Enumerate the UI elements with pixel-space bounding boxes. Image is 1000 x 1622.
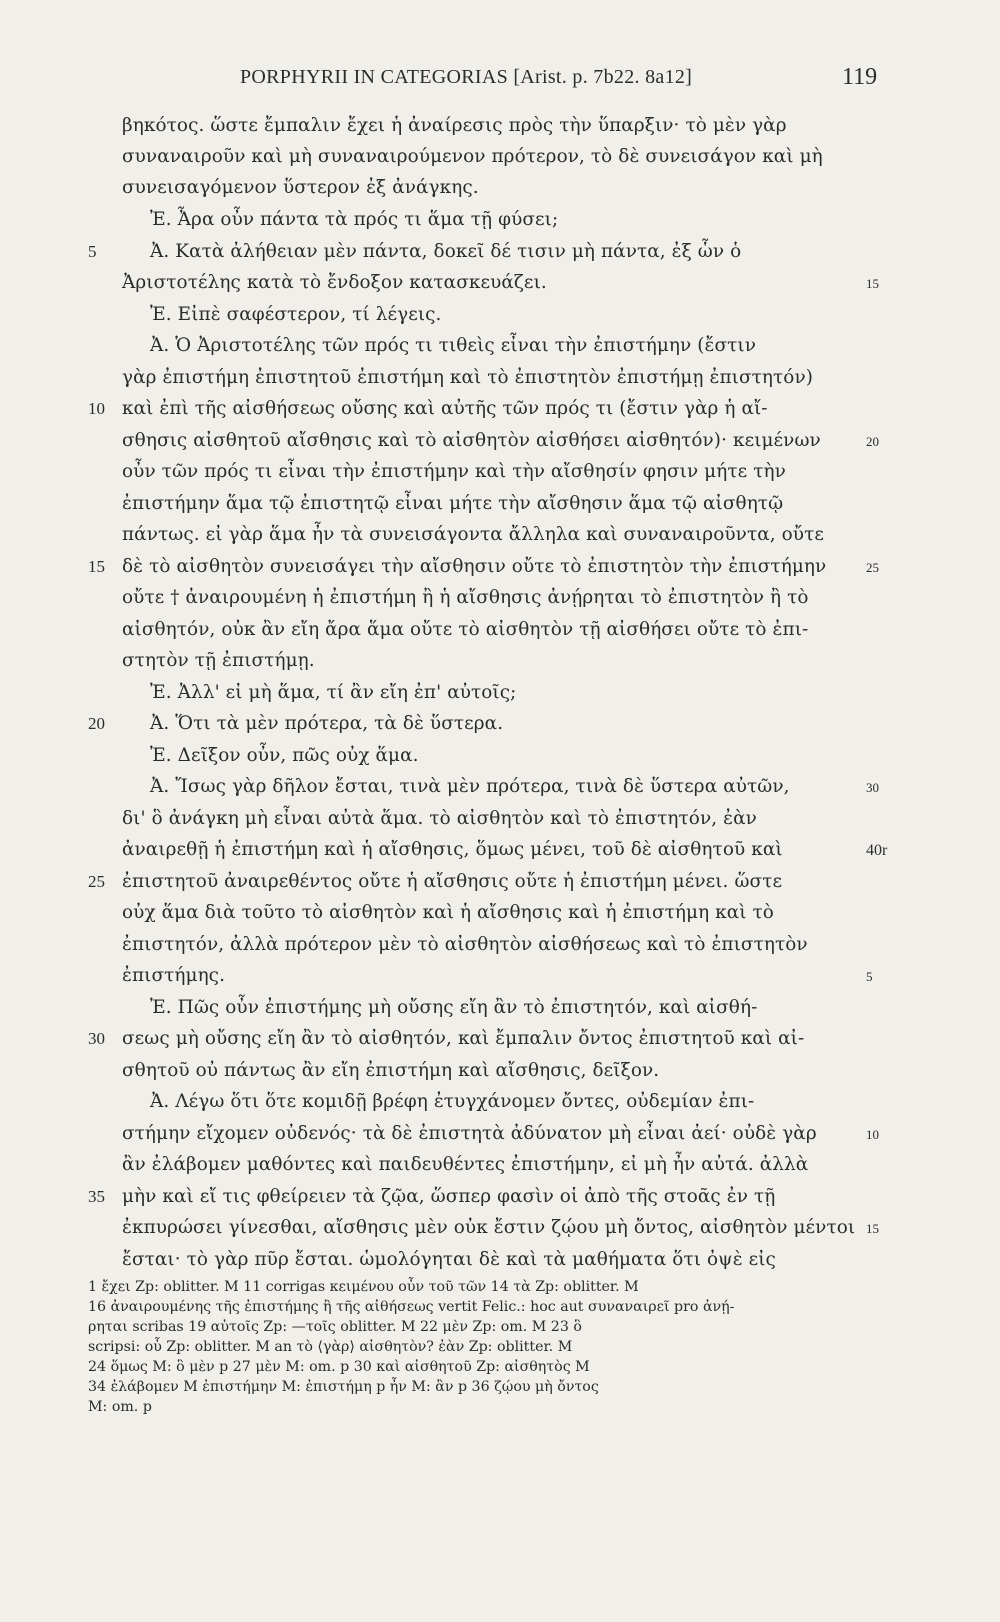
line-number: 5	[88, 242, 97, 261]
text-line: ἐπιστητοῦ ἀναιρεθέντος οὔτε ἡ αἴσθησις οὔτε ἡ ἐπιστήμη μένει. ὥστε	[122, 871, 783, 892]
text-line: οὐχ ἅμα διὰ τοῦτο τὸ αἰσθητὸν καὶ ἡ αἴσθησις καὶ ἡ ἐπιστήμη καὶ τὸ	[122, 902, 774, 923]
running-title: PORPHYRII IN CATEGORIAS [Arist. p. 7b22. 8a12]	[240, 66, 693, 88]
margin-reference: 40r	[866, 842, 888, 859]
text-line: Ἀ. Κατὰ ἀλήθειαν μὲν πάντα, δοκεῖ δέ τισιν μὴ πάντα, ἐξ ὧν ὁ	[150, 241, 742, 262]
running-head	[0, 66, 1000, 96]
margin-reference: 10	[866, 1127, 879, 1142]
text-line: ἔσται· τὸ γὰρ πῦρ ἔσται. ὡμολόγηται δὲ καὶ τὰ μαθήματα ὅτι ὀψὲ εἰς	[122, 1249, 776, 1270]
text-line: Ἐ. Ἀλλ' εἰ μὴ ἅμα, τί ἂν εἴη ἐπ' αὐτοῖς;	[150, 682, 517, 703]
text-line: Ἀ. Ὁ Ἀριστοτέλης τῶν πρός τι τιθεὶς εἶναι τὴν ἐπιστήμην (ἔστιν	[150, 335, 757, 356]
text-line: Ἀ. Ὅτι τὰ μὲν πρότερα, τὰ δὲ ὕστερα.	[150, 713, 504, 734]
margin-reference: 15	[866, 1221, 879, 1236]
text-line: οὖν τῶν πρός τι εἶναι τὴν ἐπιστήμην καὶ τὴν αἴσθησίν φησιν μήτε τὴν	[122, 461, 786, 482]
footnote-line: M: om. p	[88, 1399, 152, 1415]
footnote-line: 34 ἐλάβομεν M ἐπιστήμην M: ἐπιστήμη p ἦν M: ἂν p 36 ζῴου μὴ ὄντος	[88, 1379, 599, 1395]
line-number: 35	[88, 1187, 105, 1206]
footnote-line: 1 ἔχει Zp: oblitter. M 11 corrigas κειμένου οὖν τοῦ τῶν 14 τὰ Zp: oblitter. M	[88, 1279, 639, 1295]
text-line: σθητοῦ οὐ πάντως ἂν εἴη ἐπιστήμη καὶ αἴσθησις, δεῖξον.	[122, 1060, 660, 1081]
text-line: Ἀ. Ἴσως γὰρ δῆλον ἔσται, τινὰ μὲν πρότερα, τινὰ δὲ ὕστερα αὐτῶν,	[150, 776, 790, 797]
line-number: 10	[88, 399, 105, 418]
text-line: οὔτε † ἀναιρουμένη ἡ ἐπιστήμη ἢ ἡ αἴσθησις ἀνῄρηται τὸ ἐπιστητὸν ἢ τὸ	[122, 587, 809, 608]
text-line: ἀναιρεθῇ ἡ ἐπιστήμη καὶ ἡ αἴσθησις, ὅμως μένει, τοῦ δὲ αἰσθητοῦ καὶ	[122, 839, 783, 860]
text-line: γὰρ ἐπιστήμη ἐπιστητοῦ ἐπιστήμη καὶ τὸ ἐπιστητὸν ἐπιστήμῃ ἐπιστητόν)	[122, 367, 813, 388]
text-line: αἰσθητόν, οὐκ ἂν εἴη ἄρα ἅμα οὔτε τὸ αἰσθητὸν τῇ αἰσθήσει οὔτε τὸ ἐπι-	[122, 619, 809, 640]
text-line: συναναιροῦν καὶ μὴ συναναιρούμενον πρότερον, τὸ δὲ συνεισάγον καὶ μὴ	[122, 146, 823, 167]
margin-reference: 15	[866, 276, 879, 291]
text-line: σθησις αἰσθητοῦ αἴσθησις καὶ τὸ αἰσθητὸν αἰσθήσει αἰσθητόν)· κειμένων	[122, 430, 821, 451]
text-line: σεως μὴ οὔσης εἴη ἂν τὸ αἰσθητόν, καὶ ἔμπαλιν ὄντος ἐπιστητοῦ καὶ αἰ-	[122, 1028, 805, 1049]
text-line: δι' ὃ ἀνάγκη μὴ εἶναι αὐτὰ ἅμα. τὸ αἰσθητὸν καὶ τὸ ἐπιστητόν, ἐὰν	[122, 808, 757, 829]
text-line: συνεισαγόμενον ὕστερον ἐξ ἀνάγκης.	[122, 177, 479, 198]
margin-reference: 5	[866, 969, 873, 984]
text-line: ἐπιστήμην ἅμα τῷ ἐπιστητῷ εἶναι μήτε τὴν αἴσθησιν ἅμα τῷ αἰσθητῷ	[122, 493, 784, 514]
text-line: ἐκπυρώσει γίνεσθαι, αἴσθησις μὲν οὐκ ἔστιν ζῴου μὴ ὄντος, αἰσθητὸν μέντοι	[122, 1217, 856, 1238]
text-line: δὲ τὸ αἰσθητὸν συνεισάγει τὴν αἴσθησιν οὔτε τὸ ἐπιστητὸν τὴν ἐπιστήμην	[122, 556, 827, 577]
line-number: 15	[88, 557, 105, 576]
line-number: 25	[88, 872, 105, 891]
text-line: Ἐ. Εἰπὲ σαφέστερον, τί λέγεις.	[150, 304, 442, 325]
footnote-line: 24 ὅμως M: ὃ μὲν p 27 μὲν M: om. p 30 καὶ αἰσθητοῦ Zp: αἰσθητὸς M	[88, 1359, 590, 1375]
text-line: Ἐ. Δεῖξον οὖν, πῶς οὐχ ἅμα.	[150, 745, 419, 766]
margin-reference: 25	[866, 560, 879, 575]
text-line: μὴν καὶ εἴ τις φθείρειεν τὰ ζῷα, ὥσπερ φασὶν οἱ ἀπὸ τῆς στοᾶς ἐν τῇ	[122, 1186, 776, 1207]
text-line: πάντως. εἰ γὰρ ἅμα ἦν τὰ συνεισάγοντα ἄλληλα καὶ συναναιροῦντα, οὔτε	[122, 524, 824, 545]
text-line: ἐπιστήμης.	[122, 965, 226, 986]
margin-reference: 30	[866, 780, 879, 795]
footnote-line: scripsi: οὗ Zp: oblitter. M an τὸ ⟨γὰρ⟩ αἰσθητὸν? ἐὰν Zp: oblitter. M	[88, 1339, 573, 1355]
text-line: βηκότος. ὥστε ἔμπαλιν ἔχει ἡ ἀναίρεσις πρὸς τὴν ὕπαρξιν· τὸ μὲν γὰρ	[122, 115, 787, 136]
line-number: 20	[88, 714, 105, 733]
text-line: ἐπιστητόν, ἀλλὰ πρότερον μὲν τὸ αἰσθητὸν αἰσθήσεως καὶ τὸ ἐπιστητὸν	[122, 934, 808, 955]
text-line: Ἀριστοτέλης κατὰ τὸ ἔνδοξον κατασκευάζει.	[122, 272, 547, 293]
margin-reference: 20	[866, 434, 879, 449]
text-line: Ἐ. Ἆρα οὖν πάντα τὰ πρός τι ἅμα τῇ φύσει;	[150, 209, 559, 230]
line-number: 30	[88, 1029, 105, 1048]
text-line: στητὸν τῇ ἐπιστήμῃ.	[122, 650, 315, 671]
text-line: ἂν ἐλάβομεν μαθόντες καὶ παιδευθέντες ἐπιστήμην, εἰ μὴ ἦν αὐτά. ἀλλὰ	[122, 1154, 809, 1175]
text-line: καὶ ἐπὶ τῆς αἰσθήσεως οὔσης καὶ αὐτῆς τῶν πρός τι (ἔστιν γὰρ ἡ αἴ-	[122, 398, 768, 419]
page-number: 119	[842, 64, 878, 90]
text-line: στήμην εἴχομεν οὐδενός· τὰ δὲ ἐπιστητὰ ἀδύνατον μὴ εἶναι ἀεί· οὐδὲ γὰρ	[122, 1123, 817, 1144]
text-line: Ἀ. Λέγω ὅτι ὅτε κομιδῇ βρέφη ἐτυγχάνομεν ὄντες, οὐδεμίαν ἐπι-	[150, 1091, 755, 1112]
footnote-line: 16 ἀναιρουμένης τῆς ἐπιστήμης ἢ τῆς αἰθήσεως vertit Felic.: hoc aut συναναιρεῖ pro ἀνῄ-	[88, 1299, 735, 1315]
footnote-line: ρηται scribas 19 αὐτοῖς Zp: —τοῖς oblitter. M 22 μὲν Zp: om. M 23 ὃ	[88, 1319, 582, 1335]
text-line: Ἐ. Πῶς οὖν ἐπιστήμης μὴ οὔσης εἴη ἂν τὸ ἐπιστητόν, καὶ αἰσθή-	[150, 997, 758, 1018]
